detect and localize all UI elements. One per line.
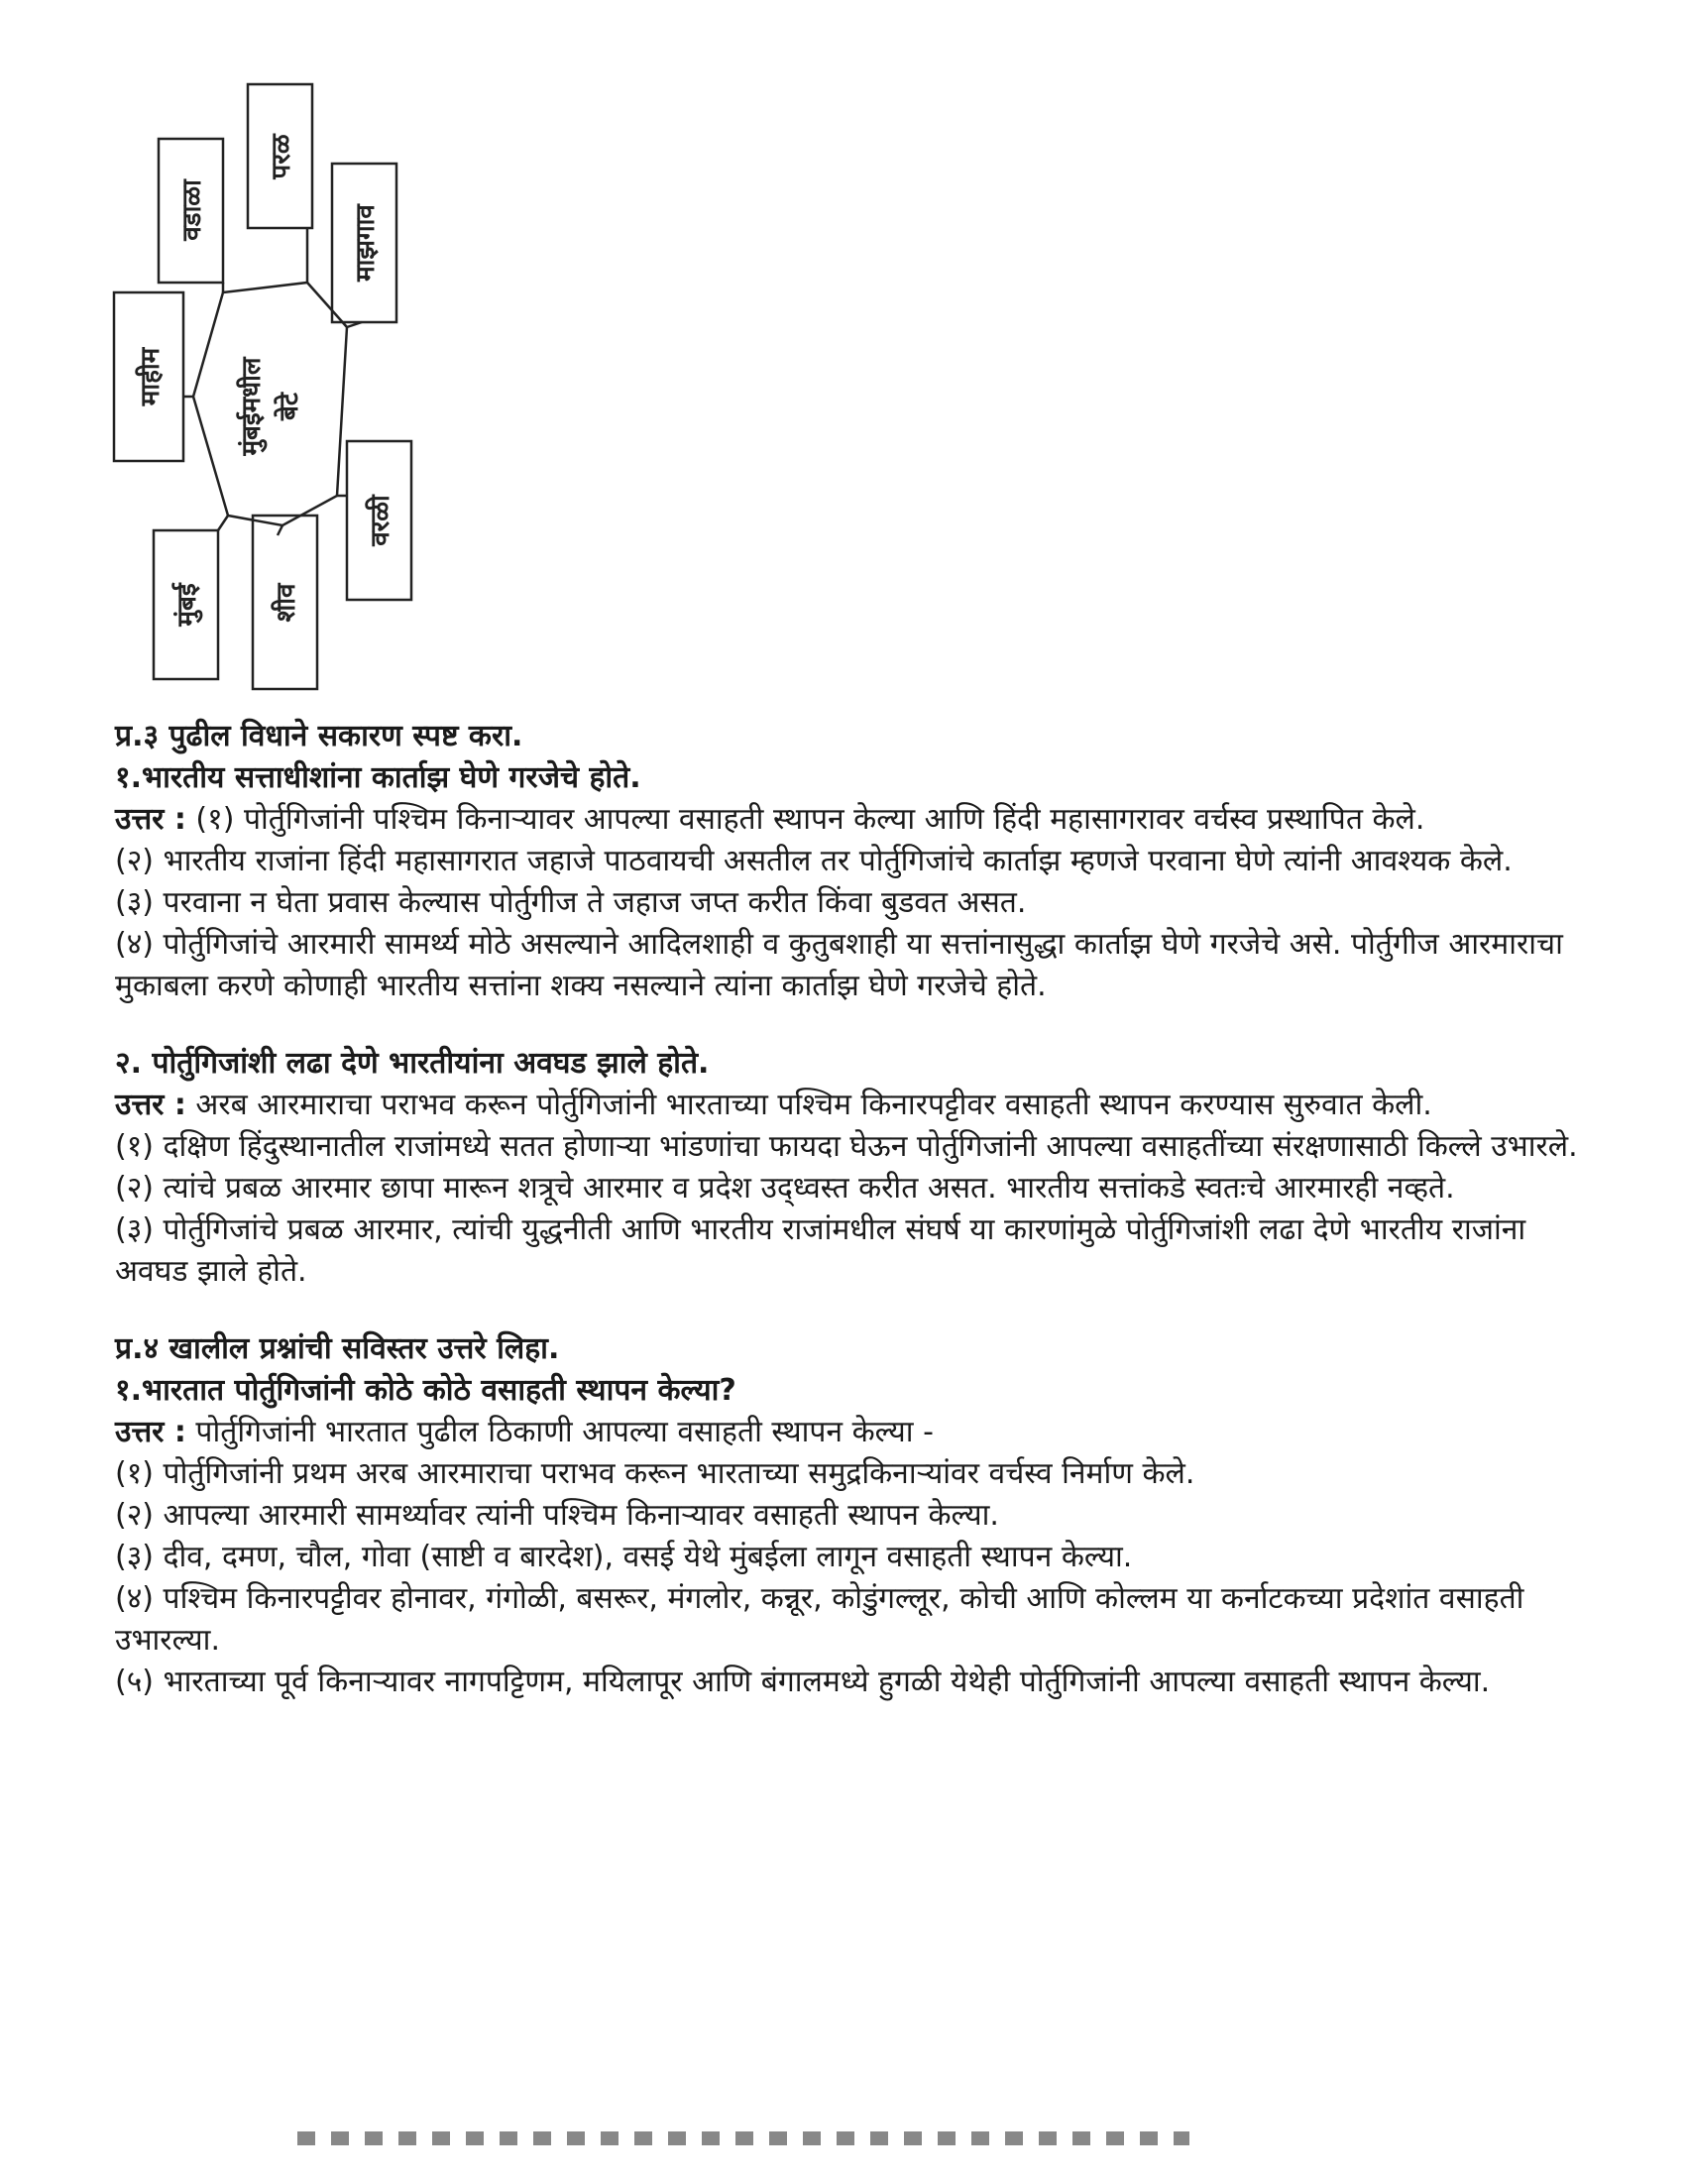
island-label-mahim: माहीम [136, 347, 166, 406]
q3-a1-title: १.भारतीय सत्ताधीशांना कार्ताझ घेणे गरजेचे होते. [115, 760, 641, 795]
document-content [115, 716, 1582, 1703]
q4-a1-line-4: (३) दीव, दमण, चौल, गोवा (साष्टी व बारदेश), वसई येथे मुंबईला लागून वसाहती स्थापन केल्या. [115, 1540, 1133, 1574]
q3-a1-line-2: (२) भारतीय राजांना हिंदी महासागरात जहाजे पाठवायची असतील तर पोर्तुगिजांचे कार्ताझ म्हणजे परवाना घेणे त्यांनी आवश्यक केले. [115, 844, 1513, 878]
q3-a2-line-2: (१) दक्षिण हिंदुस्थानातील राजांमध्ये सतत होणाऱ्या भांडणांचा फायदा घेऊन पोर्तुगिजांनी आपल्या वसाहतींच्या संरक्षणासाठी किल्ले उभारले. [115, 1129, 1578, 1164]
center-label-line1: मुंबईमधील [237, 357, 267, 456]
answer-label: उत्तर : [115, 1415, 186, 1449]
q4-a1-line-6: (५) भारताच्या पूर्व किनाऱ्यावर नागपट्टिणम, मयिलापूर आणि बंगालमध्ये हुगळी येथेही पोर्तुगिजांनी आपल्या वसाहती स्थापन केल्या. [115, 1665, 1491, 1699]
q3-title: प्र.३ पुढील विधाने सकारण स्पष्ट करा. [115, 719, 523, 753]
q3-a2-line-1 [115, 1085, 1582, 1126]
center-label-line2: बेटे [275, 393, 304, 420]
island-label-sion: शीव [272, 583, 301, 623]
answer-label: उत्तर : [115, 1088, 186, 1122]
q4-a1-line-1 [115, 1412, 1582, 1453]
q4-title: प्र.४ खालील प्रश्नांची सविस्तर उत्तरे लिहा. [115, 1331, 560, 1366]
answer-text: पोर्तुगिजांनी भारतात पुढील ठिकाणी आपल्या वसाहती स्थापन केल्या - [185, 1415, 934, 1449]
cut-off-text-line [297, 2131, 1189, 2145]
q3-a2-line-3: (२) त्यांचे प्रबळ आरमार छापा मारून शत्रूचे आरमार व प्रदेश उद्ध्वस्त करीत असत. भारतीय सत्तांकडे स्वतःचे आरमारही नव्हते. [115, 1171, 1455, 1206]
island-label-mazgaon: माझगाव [351, 204, 381, 282]
answer-label: उत्तर : [115, 802, 186, 837]
q3-a2-title: २. पोर्तुगिजांशी लढा देणे भारतीयांना अवघड झाले होते. [115, 1046, 710, 1081]
q3-a1-line-1 [115, 799, 1582, 841]
q4-a1-title: १.भारतात पोर्तुगिजांनी कोठे कोठे वसाहती स्थापन केल्या? [115, 1373, 736, 1408]
q4-a1-line-2: (१) पोर्तुगिजांनी प्रथम अरब आरमाराचा पराभव करून भारताच्या समुद्रकिनाऱ्यांवर वर्चस्व निर्माण केले. [115, 1456, 1195, 1491]
answer-text: अरब आरमाराचा पराभव करून पोर्तुगिजांनी भारताच्या पश्चिम किनारपट्टीवर वसाहती स्थापन करण्यास सुरुवात केली. [185, 1088, 1432, 1122]
island-label-parel: परळ [267, 134, 296, 179]
answer-text: (१) पोर्तुगिजांनी पश्चिम किनाऱ्यावर आपल्या वसाहती स्थापन केल्या आणि हिंदी महासागरावर वर्चस्व प्रस्थापित केले. [185, 802, 1425, 837]
q3-a1-line-4: (४) पोर्तुगिजांचे आरमारी सामर्थ्य मोठे असल्याने आदिलशाही व कुतुबशाही या सत्तांनासुद्धा कार्ताझ घेणे गरजेचे असे. पोर्तुगीज आरमाराचा मुकाबला करणे कोणाही भारतीय सत्तांना शक्य नसल्याने त्यांना कार्ताझ घेणे गरजेचे होते. [115, 927, 1563, 1003]
center-heptagon [193, 283, 347, 525]
island-label-mumbai: मुंबई [172, 583, 202, 627]
q4-a1-line-3: (२) आपल्या आरमारी सामर्थ्यावर त्यांनी पश्चिम किनाऱ्यावर वसाहती स्थापन केल्या. [115, 1498, 999, 1533]
q3-a1-line-3: (३) परवाना न घेता प्रवास केल्यास पोर्तुगीज ते जहाज जप्त करीत किंवा बुडवत असत. [115, 885, 1027, 920]
island-label-worli: वरळी [366, 495, 395, 546]
mumbai-islands-diagram [109, 79, 436, 694]
q3-a2-line-4: (३) पोर्तुगिजांचे प्रबळ आरमार, त्यांची युद्धनीती आणि भारतीय राजांमधील संघर्ष या कारणांमुळे पोर्तुगिजांशी लढा देणे भारतीय राजांना अवघड झाले होते. [115, 1212, 1526, 1289]
island-label-wadala: वडाळा [177, 179, 207, 241]
q4-a1-line-5: (४) पश्चिम किनारपट्टीवर होनावर, गंगोळी, बसरूर, मंगलोर, कन्नूर, कोडुंगल्लूर, कोची आणि कोल्लम या कर्नाटकच्या प्रदेशांत वसाहती उभारल्या. [115, 1581, 1524, 1658]
